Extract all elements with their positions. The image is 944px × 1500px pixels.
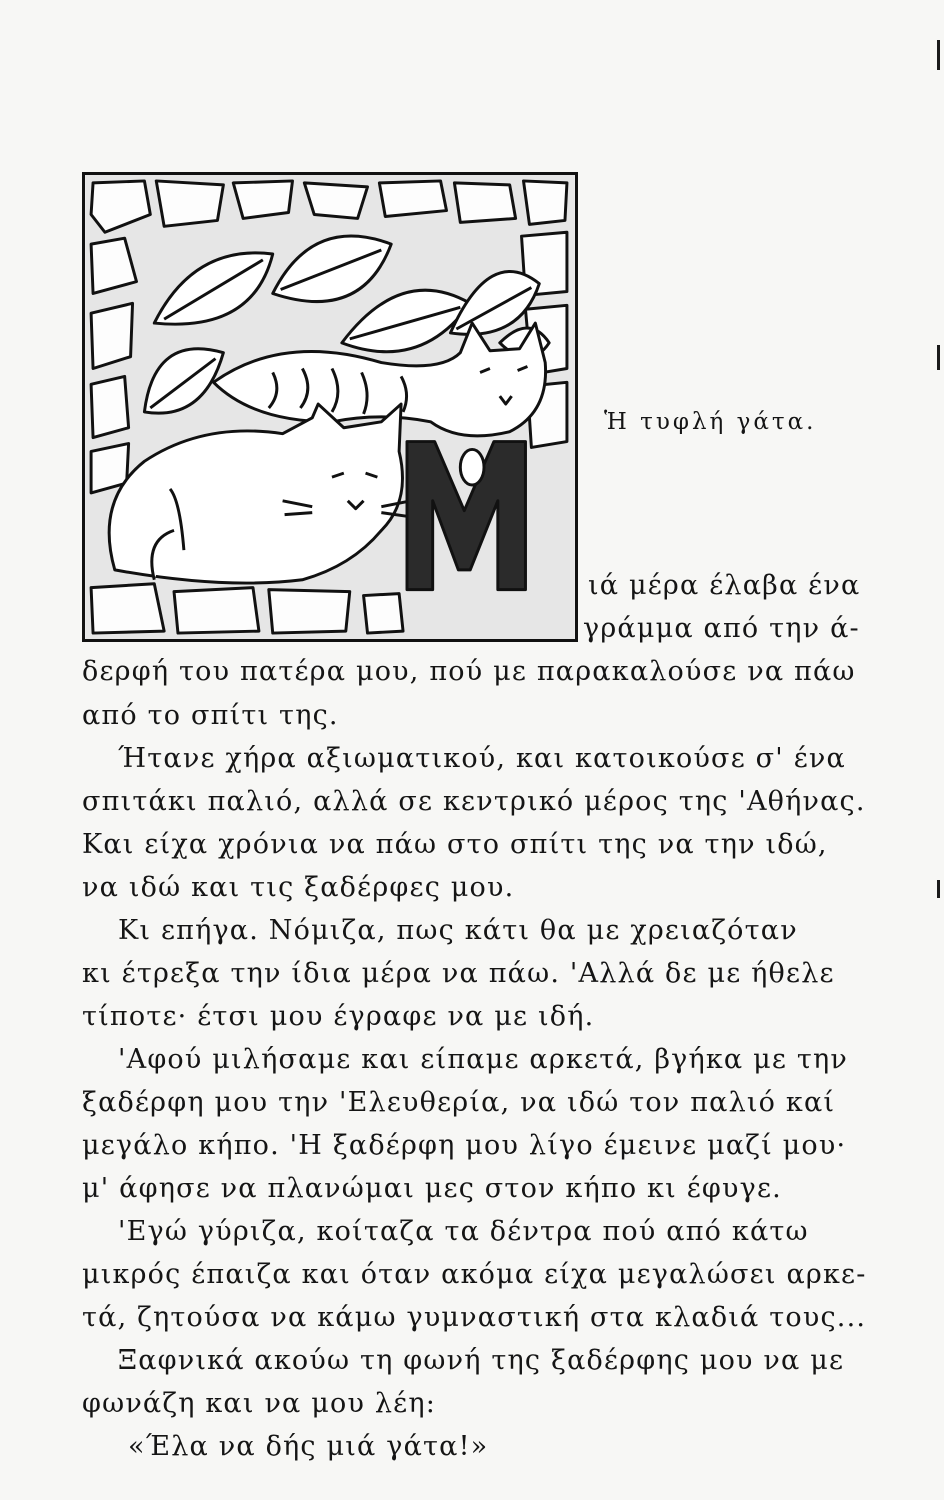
initial-letter-block [407,442,525,590]
text-line: δερφή του πατέρα μου, πού με παρακαλούσε να πάω [82,656,856,687]
text-line: να ιδώ και τις ξαδέρφες μου. [82,872,515,903]
text-line: Κι επήγα. Νόμιζα, πως κάτι θα με χρειαζόταν [118,915,798,946]
text-line: Και είχα χρόνια να πάω στο σπίτι της να την ιδώ, [82,829,828,860]
text-line: Ήτανε χήρα αξιωματικού, και κατοικούσε σ' ένα [118,743,846,774]
text-line: 'Εγώ γύριζα, κοίταζα τα δέντρα πού από κάτω [118,1216,809,1247]
text-line: από το σπίτι της. [82,700,339,731]
text-line: Ξαφνικά ακούω τη φωνή της ξαδέρφης μου να με [118,1345,845,1376]
text-line: σπιτάκι παλιό, αλλά σε κεντρικό μέρος της 'Αθήνας. [82,786,866,817]
text-line: μικρός έπαιζα και όταν ακόμα είχα μεγαλώσει αρκε- [82,1259,867,1290]
text-line: ιά μέρα έλαβα ένα [588,570,861,601]
text-line: «Έλα να δής μιά γάτα!» [128,1431,489,1462]
text-line: γράμμα από την ά- [583,613,860,644]
text-line: μ' άφησε να πλανώμαι μες στον κήπο κι έφυγε. [82,1173,782,1204]
scan-edge-mark [937,345,940,370]
text-line: τά, ζητούσα να κάμω γυμναστική στα κλαδιά τους... [82,1302,867,1333]
story-title: Ἡ τυφλή γάτα. [604,409,817,435]
text-line: ξαδέρφη μου την 'Ελευθερία, να ιδώ τον παλιό καί [82,1087,836,1118]
text-line: 'Αφού μιλήσαμε και είπαμε αρκετά, βγήκα με την [118,1044,848,1075]
scan-edge-mark [937,880,940,898]
text-line: μεγάλο κήπο. 'Η ξαδέρφη μου λίγο έμεινε μαζί μου· [82,1130,847,1161]
scan-edge-mark [937,40,940,70]
cats-woodcut-illustration [82,172,578,642]
text-line: φωνάζη και να μου λέη: [82,1388,437,1419]
text-line: κι έτρεξα την ίδια μέρα να πάω. 'Αλλά δε με ήθελε [82,958,835,989]
text-line: τίποτε· έτσι μου έγραφε να με ιδή. [82,1001,595,1032]
